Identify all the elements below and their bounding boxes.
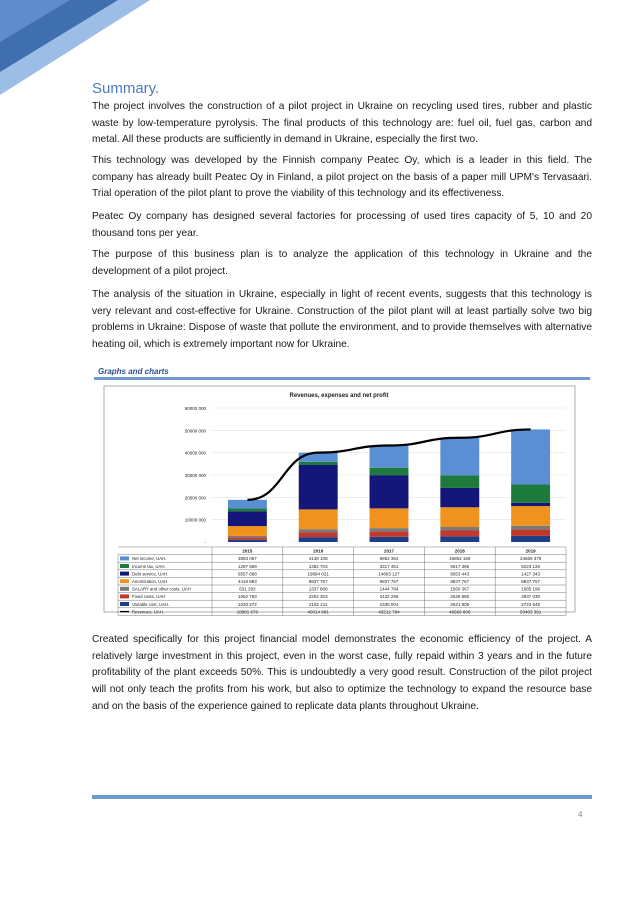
data-label: 6557 688	[238, 571, 257, 577]
bar-segment-2	[228, 511, 267, 526]
data-label: 50403 391	[519, 609, 542, 615]
data-label: 2335 004	[379, 601, 399, 607]
legend-swatch	[120, 602, 129, 606]
legend-swatch	[120, 572, 129, 576]
legend-label: SALARY and other costs, UAH	[132, 586, 191, 592]
legend-swatch	[120, 594, 129, 598]
data-label: 8223 126	[521, 563, 540, 569]
bar-segment-5	[511, 530, 550, 536]
bar-segment-0	[440, 438, 479, 476]
data-label: 1427 343	[521, 571, 540, 577]
data-label: 9952 354	[379, 556, 399, 562]
legend-label: Income tax, UAH.	[132, 563, 166, 569]
data-label: 2521 805	[450, 601, 470, 607]
bar-segment-5	[299, 532, 338, 537]
data-label: 8653 443	[450, 571, 470, 577]
bar-segment-1	[299, 462, 338, 465]
data-label: 1062 783	[238, 594, 257, 600]
data-label: 1337 868	[308, 586, 328, 592]
bar-segment-3	[370, 508, 409, 528]
bar-segment-6	[370, 537, 409, 542]
paragraph-2: This technology was developed by the Finnish company Peatec Oy, which is a leader in this field. The company has already built Peatec Oy in Finland, a pilot project on the basis of a paper mill UPM's Tervasaari. Trial operation of the pilot plant to prove the viability of this technology and its effectiveness.	[92, 155, 592, 200]
legend-label: Debt service, UAH.	[132, 571, 169, 577]
data-label: 3893 067	[238, 556, 257, 562]
figure-header: Graphs and charts	[98, 367, 169, 376]
bar-segment-4	[228, 536, 267, 537]
legend-label: Fixed costs, UAH	[132, 594, 166, 600]
data-label: 8837 767	[521, 579, 540, 584]
paragraph-1: The project involves the construction of a pilot project in Ukraine on recycling used tires, rubber and plastic waste by low-temperature pyrolysis. The final products of this technology are: fuel oil, fuel gas, carbon and metal. All these products are sufficiently in demand in Ukraine, especially the first two.	[92, 101, 592, 146]
figure-header-bar	[94, 377, 590, 380]
bar-segment-2	[440, 488, 479, 507]
bar-segment-4	[370, 528, 409, 531]
bar-segment-2	[299, 465, 338, 509]
data-label: 8837 767	[379, 579, 399, 584]
bar-segment-1	[511, 485, 550, 503]
data-label: 4418 883	[238, 579, 257, 584]
bar-segment-5	[370, 531, 409, 536]
data-label: 14893 127	[378, 571, 400, 577]
bar-segment-3	[511, 506, 550, 526]
bar-segment-0	[370, 445, 409, 467]
legend-label: Net income, UAH.	[132, 556, 167, 562]
data-label: 1444 784	[379, 586, 399, 592]
bar-segment-6	[511, 536, 550, 542]
paragraph-4: The purpose of this business plan is to analyze the application of this technology in Ukraine and the development of a pilot project.	[92, 249, 592, 277]
y-tick-label: 30000 000	[184, 473, 206, 478]
legend-label: Variable cost, UAH.	[132, 601, 170, 607]
data-label: 2837 030	[521, 594, 540, 600]
data-label: 40014 981	[307, 609, 329, 615]
data-label: 1297 689	[238, 563, 257, 569]
paragraph-5: The analysis of the situation in Ukraine, especially in light of recent events, suggests that this technology is very relevant and cost-effective for Ukraine. Construction of the pilot plant will at least partially solve two big problems in Ukraine: Dispose of waste that pollute the environment, and to provide themselves with alternative heating oil, which is extremely important now for Ukraine.	[92, 289, 592, 351]
data-label: 8837 767	[450, 579, 470, 584]
chart-frame	[104, 386, 575, 615]
data-label: 2723 549	[521, 601, 540, 607]
data-label: 1020 272	[238, 601, 257, 607]
data-label: 2252 303	[308, 594, 328, 600]
x-tick-label: 2017	[383, 548, 395, 554]
data-label: 43212 784	[378, 609, 400, 615]
chart-title: Revenues, expenses and net profit	[289, 393, 389, 399]
data-label: 24669 379	[519, 556, 542, 562]
page-number: 4	[578, 810, 583, 819]
bar-segment-3	[228, 526, 267, 536]
bar-segment-4	[440, 527, 479, 530]
bar-segment-2	[511, 503, 550, 506]
bar-segment-0	[228, 500, 267, 509]
paragraph-3: Peatec Oy company has designed several factories for processing of used tires capacity of 5, 10 and 20 thousand tons per year.	[92, 211, 592, 239]
legend-swatch	[120, 564, 129, 568]
data-label: 3317 451	[379, 563, 399, 569]
bar-segment-1	[370, 468, 409, 475]
x-tick-label: 2019	[525, 548, 536, 554]
y-tick-label: 50000 000	[184, 428, 206, 434]
bar-segment-0	[299, 453, 338, 462]
bar-segment-1	[228, 509, 267, 512]
y-tick-label: 10000 000	[184, 517, 206, 523]
data-label: 1560 367	[450, 586, 470, 592]
data-label: 8837 767	[308, 579, 328, 584]
legend-swatch	[120, 579, 129, 583]
closing-paragraph: Created specifically for this project financial model demonstrates the economic efficiency of the project. A relatively large investment in this project, even in the worst case, fully repaid within 3 years and in the future profitability of the plant exceeds 50%. This is undoubtedly a very good result. Construction of the pilot project will not only teach the profits from his work, but also to optimize the technology to expand the resource base and on the basis of the experience gained to replicate data plants throughout Ukraine.	[92, 634, 592, 712]
bar-segment-6	[299, 537, 338, 542]
x-tick-label: 2015	[242, 548, 253, 554]
bar-segment-1	[440, 475, 479, 488]
legend-swatch	[120, 587, 129, 591]
data-label: 19894 021	[307, 571, 329, 577]
legend-label: Revenues, UAH.	[132, 609, 165, 615]
legend-swatch	[120, 556, 129, 560]
data-label: 1685 196	[521, 586, 540, 592]
y-tick-label: 60000 000	[184, 406, 206, 411]
data-label: 2432 296	[379, 594, 399, 600]
data-label: 2626 880	[450, 594, 470, 600]
bar-segment-0	[511, 429, 550, 484]
footer-bar	[92, 795, 592, 799]
data-label: 2162 211	[308, 601, 328, 607]
y-tick-label: 40000 000	[184, 450, 206, 456]
bar-segment-6	[440, 536, 479, 542]
y-tick-label: 20000 000	[184, 495, 206, 501]
data-label: 18881 676	[236, 609, 259, 615]
bar-segment-2	[370, 475, 409, 508]
bar-segment-3	[299, 509, 338, 529]
data-label: 46669 806	[449, 609, 471, 615]
bar-segment-3	[440, 507, 479, 527]
bar-segment-4	[299, 529, 338, 532]
legend-label: Amortization, UAH.	[132, 579, 169, 584]
x-tick-label: 2018	[454, 548, 465, 554]
chart-figure	[94, 364, 590, 624]
y-tick-label: -	[204, 540, 206, 545]
data-label: 1382 703	[308, 563, 328, 569]
bar-segment-4	[511, 526, 550, 530]
data-label: 4148 108	[308, 556, 328, 562]
bar-segment-5	[228, 537, 267, 539]
data-label: 5617 386	[450, 563, 470, 569]
section-title: Summary.	[92, 80, 160, 97]
bar-segment-6	[228, 540, 267, 542]
bar-segment-5	[440, 531, 479, 537]
data-label: 16852 159	[449, 556, 471, 562]
x-tick-label: 2016	[313, 548, 324, 554]
data-label: 631 293	[239, 586, 256, 592]
